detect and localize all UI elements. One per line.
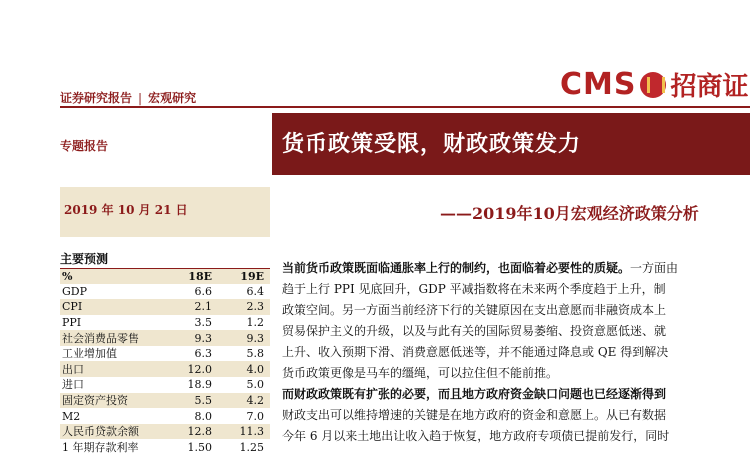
row-label: PPI [62, 315, 82, 329]
header-divider [60, 106, 750, 108]
table-row [60, 361, 270, 377]
report-subtitle: ——2019年10月宏观经济政策分析 [440, 204, 699, 223]
report-date: 2019 年 10 月 21 日 [64, 203, 188, 217]
report-title: 货币政策受限，财政政策发力 [282, 131, 582, 157]
subcategory-label: 宏观研究 [148, 91, 197, 105]
row-value-18e: 12.8 [166, 424, 218, 440]
logo-cn-text: 招商证 [670, 72, 749, 102]
date-banner [60, 187, 270, 237]
row-value-18e: 12.0 [166, 361, 218, 377]
paragraph-1-line: 贸易保护主义的升级，以及与此有关的国际贸易萎缩、投资意愿低迷、就 [282, 324, 667, 338]
report-type-label: 专题报告 [60, 139, 109, 153]
table-row [60, 346, 270, 362]
row-value-18e: 1.50 [187, 440, 212, 454]
row-value-18e: 6.3 [194, 347, 212, 361]
table-row [60, 299, 270, 315]
row-value-18e: 18.9 [187, 378, 212, 392]
row-value-19e: 1.25 [239, 440, 264, 454]
table-row [60, 424, 270, 440]
row-value-19e: 6.4 [246, 284, 264, 298]
row-label: M2 [62, 409, 81, 423]
row-value-18e: 8.0 [194, 409, 212, 423]
row-value-18e: 6.6 [194, 284, 212, 298]
row-label: 人民币贷款余额 [60, 424, 166, 440]
forecast-table [60, 268, 270, 455]
row-value-19e: 5.0 [246, 378, 264, 392]
category-label: 证券研究报告 [60, 91, 133, 105]
forecast-panel [60, 250, 270, 455]
title-banner [272, 113, 750, 175]
row-label: CPI [60, 299, 166, 315]
row-value-19e: 11.3 [218, 424, 270, 440]
row-label: 进口 [62, 378, 84, 392]
logo-emblem-icon [640, 72, 666, 98]
paragraph-1-line-1-rest: 一方面由 [630, 261, 679, 275]
logo-cms-text: CMS [560, 67, 637, 102]
table-row [60, 330, 270, 346]
paragraph-2-line: 财政支出可以维持增速的关键是在地方政府的资金和意愿上。从已有数据 [282, 408, 667, 422]
report-body [282, 258, 750, 447]
forecast-header-row [60, 269, 270, 284]
table-row [60, 393, 270, 409]
paragraph-2-line-1 [282, 384, 750, 405]
row-value-18e: 9.3 [166, 330, 218, 346]
forecast-title: 主要预测 [60, 252, 109, 266]
row-label: 固定资产投资 [60, 393, 166, 409]
paragraph-1-line: 货币政策更像是马车的缰绳，可以拉住但不能前推。 [282, 366, 559, 380]
paragraph-1-line: 趋于上行 PPI 见底回升，GDP 平减指数将在未来两个季度趋于上升，制 [282, 282, 666, 296]
row-label: 1 年期存款利率 [62, 440, 139, 454]
paragraph-1-lead: 当前货币政策既面临通胀率上行的制约，也面临着必要性的质疑。 [282, 261, 631, 275]
header-separator: | [138, 91, 143, 105]
row-value-18e: 5.5 [166, 393, 218, 409]
row-label: 工业增加值 [62, 347, 117, 361]
col-header-19e: 19E [218, 269, 270, 284]
row-label: 出口 [60, 361, 166, 377]
row-value-19e: 7.0 [246, 409, 264, 423]
cms-logo [560, 66, 750, 102]
row-value-19e: 4.2 [218, 393, 270, 409]
table-row [60, 377, 270, 393]
report-category-header [60, 89, 196, 106]
row-value-18e: 3.5 [194, 315, 212, 329]
col-header-18e: 18E [166, 269, 218, 284]
table-row [60, 439, 270, 455]
paragraph-1-line: 上升、收入预期下滑、消费意愿低迷等，并不能通过降息或 QE 得到解决 [282, 345, 669, 359]
paragraph-2-line: 今年 6 月以来土地出让收入趋于恢复，地方政府专项债已提前发行，同时 [282, 429, 670, 443]
row-value-19e: 1.2 [246, 315, 264, 329]
row-label: GDP [62, 284, 88, 298]
row-value-19e: 4.0 [218, 361, 270, 377]
col-header-unit: % [60, 269, 166, 284]
table-row [60, 408, 270, 424]
row-value-19e: 5.8 [246, 347, 264, 361]
table-row [60, 315, 270, 331]
paragraph-1-line: 政策空间。另一方面当前经济下行的关键原因在支出意愿而非融资成本上 [282, 303, 667, 317]
row-value-18e: 2.1 [166, 299, 218, 315]
paragraph-1-line-1 [282, 258, 750, 279]
row-value-19e: 9.3 [218, 330, 270, 346]
table-row [60, 284, 270, 300]
row-label: 社会消费品零售 [60, 330, 166, 346]
paragraph-2-lead: 而财政政策既有扩张的必要，而且地方政府资金缺口问题也已经逐渐得到 [282, 387, 667, 401]
row-value-19e: 2.3 [218, 299, 270, 315]
